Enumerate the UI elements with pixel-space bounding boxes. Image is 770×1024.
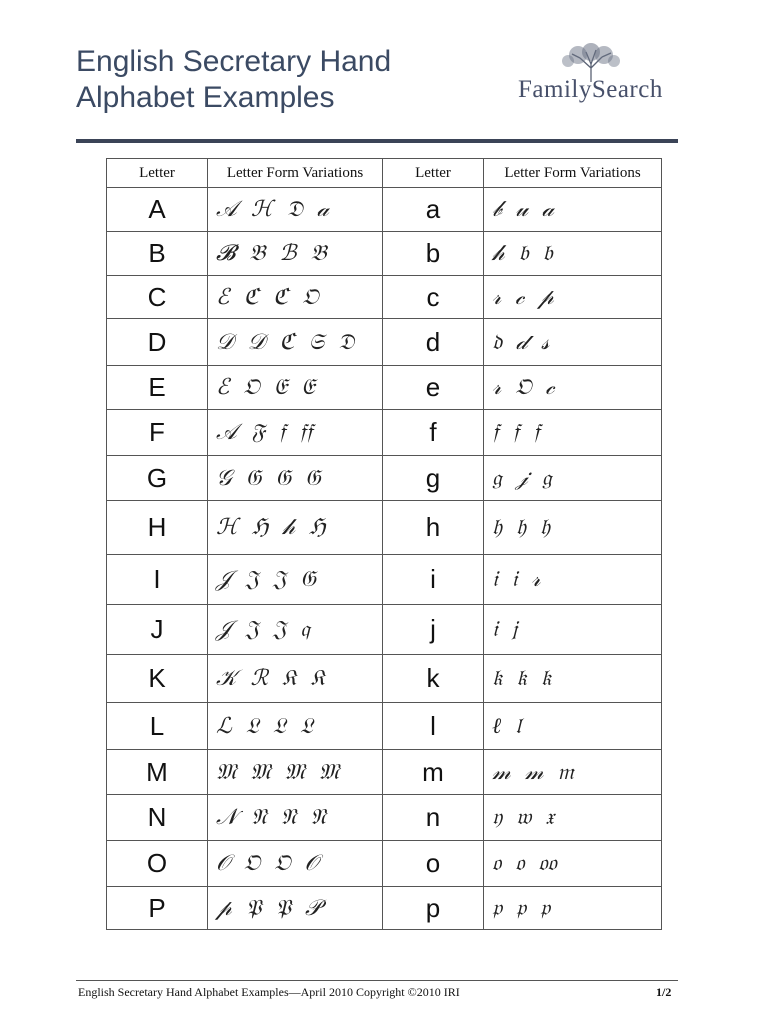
letter-form-variations [208, 501, 383, 555]
table-row [107, 555, 662, 605]
letter-form: 𝔥 [516, 515, 527, 540]
letter-form: 𝔒 [243, 851, 261, 876]
letter-form: 𝓂 [492, 759, 511, 785]
lowercase-letter: b [383, 232, 484, 276]
letter-form: 𝔟 [518, 241, 529, 266]
header-rule [76, 139, 678, 143]
lowercase-letter: o [383, 841, 484, 887]
letter-form: 𝓅 [538, 284, 554, 310]
letter-form: 𝔍 [245, 567, 259, 592]
letter-form: 𝔣 [278, 420, 286, 445]
uppercase-letter: B [107, 232, 208, 276]
letter-form: 𝒩 [216, 805, 238, 830]
letter-form-variations [484, 703, 662, 750]
letter-form-variations [208, 703, 383, 750]
letter-form: ℬ [279, 241, 297, 266]
letter-form: 𝔣 [533, 420, 540, 445]
letter-form: 𝔐 [284, 759, 305, 785]
letter-form: 𝓇 [531, 567, 541, 592]
letter-form: 𝒷 [492, 197, 502, 222]
letter-form: 𝔭 [515, 895, 526, 921]
uppercase-letter: O [107, 841, 208, 887]
letter-form: ℭ [279, 329, 295, 355]
letter-form-variations [208, 319, 383, 366]
letter-form: 𝔑 [280, 805, 297, 830]
letter-form: ℋ [216, 515, 238, 540]
lowercase-letter: c [383, 276, 484, 319]
letter-form-variations [208, 410, 383, 456]
letter-form: ℰ [216, 284, 230, 310]
column-header: Letter Form Variations [208, 159, 383, 188]
letter-form: 𝔖 [308, 329, 325, 355]
uppercase-letter: G [107, 456, 208, 501]
letter-form-variations [208, 456, 383, 501]
table-row [107, 410, 662, 456]
footer-rule [76, 980, 678, 981]
letter-form: 𝒪 [216, 851, 230, 876]
logo-text: FamilySearch [518, 76, 663, 103]
lowercase-letter: d [383, 319, 484, 366]
letter-form: 𝒜 [216, 197, 237, 222]
letter-form: 𝔒 [302, 284, 319, 310]
letter-form: 𝒽 [282, 515, 296, 540]
column-header: Letter [383, 159, 484, 188]
lowercase-letter: p [383, 887, 484, 930]
lowercase-letter: a [383, 188, 484, 232]
letter-form: ℓ [492, 714, 502, 739]
table-row [107, 750, 662, 795]
page-number: 1/2 [656, 985, 672, 999]
letter-form-variations [484, 319, 662, 366]
lowercase-letter: i [383, 555, 484, 605]
letter-form: 𝔬𝔬 [538, 851, 557, 876]
letter-form-variations [484, 655, 662, 703]
letter-form: 𝔒 [515, 375, 532, 400]
letter-form: 𝔥 [540, 515, 551, 540]
table-row [107, 232, 662, 276]
letter-form: 𝔐 [318, 759, 339, 785]
letter-form: 𝔏 [245, 713, 259, 739]
table-row [107, 841, 662, 887]
letter-form: 𝒪 [304, 851, 319, 876]
letter-form: 𝔐 [216, 759, 237, 785]
letter-form: 𝔍 [245, 617, 259, 642]
letter-form: 𝒿 [515, 465, 528, 491]
uppercase-letter: M [107, 750, 208, 795]
lowercase-letter: j [383, 605, 484, 655]
letter-form: 𝔉 [250, 420, 265, 445]
letter-form-variations [208, 232, 383, 276]
letter-form: 𝔵 [545, 805, 555, 830]
letter-form: 𝓈 [541, 329, 550, 355]
letter-form-variations [208, 605, 383, 655]
letter-form: 𝔴 [516, 805, 532, 830]
table-row [107, 276, 662, 319]
letter-form: 𝔶 [492, 805, 503, 830]
letter-form: 𝔑 [310, 805, 327, 830]
letter-form-variations [208, 555, 383, 605]
letter-form-variations [484, 410, 662, 456]
table-body [107, 188, 662, 930]
letter-form: 𝓅 [216, 895, 232, 921]
table-row [107, 655, 662, 703]
letter-form: 𝒹 [516, 329, 528, 355]
title-line-1: English Secretary Hand [76, 45, 392, 78]
letter-form: 𝔊 [304, 465, 321, 491]
letter-form: 𝒜 [216, 420, 237, 445]
table-row [107, 605, 662, 655]
lowercase-letter: l [383, 703, 484, 750]
uppercase-letter: C [107, 276, 208, 319]
familysearch-logo [518, 42, 680, 102]
letter-form-variations [208, 366, 383, 410]
letter-form: 𝒽 [492, 241, 505, 266]
title-line-2: Alphabet Examples [76, 81, 335, 114]
letter-form: 𝔊 [245, 465, 262, 491]
table-header-row [107, 159, 662, 188]
letter-form: 𝒥 [216, 567, 232, 592]
letter-form: 𝔅 [249, 241, 266, 266]
letter-form: 𝔍 [272, 617, 287, 642]
letter-form: 𝔏 [272, 713, 286, 739]
lowercase-letter: h [383, 501, 484, 555]
letter-form-variations [484, 795, 662, 841]
letter-form: 𝓇 [492, 375, 502, 400]
letter-form-variations [208, 750, 383, 795]
letter-form-variations [484, 750, 662, 795]
letter-form: 𝒶 [316, 197, 329, 222]
letter-form: 𝔇 [286, 197, 303, 222]
uppercase-letter: J [107, 605, 208, 655]
letter-form: 𝒢 [216, 465, 232, 491]
letter-form: 𝔣 [492, 420, 499, 445]
column-header: Letter Form Variations [484, 159, 662, 188]
letter-form: ℰ [216, 375, 230, 400]
letter-form: 𝔈 [273, 375, 288, 400]
letter-form: 𝔓 [245, 895, 262, 921]
letter-form-variations [208, 841, 383, 887]
letter-form: 𝔒 [274, 851, 291, 876]
letter-form-variations [484, 276, 662, 319]
letter-form: 𝒟 [247, 329, 266, 355]
letter-form: 𝒦 [216, 666, 237, 691]
letter-form-variations [484, 232, 662, 276]
letter-form: 𝔎 [310, 666, 325, 691]
table-row [107, 366, 662, 410]
letter-form: 𝔑 [251, 805, 267, 830]
uppercase-letter: D [107, 319, 208, 366]
alphabet-table [106, 158, 662, 930]
letter-form: 𝔭 [492, 895, 502, 921]
letter-form: 𝓂 [524, 759, 544, 785]
letter-form: 𝔧 [511, 617, 518, 642]
letter-form-variations [484, 188, 662, 232]
letter-form: 𝒸 [515, 284, 525, 310]
letter-form: 𝒶 [541, 197, 554, 222]
letter-form: 𝔓 [275, 895, 292, 921]
letter-form: 𝔬 [515, 851, 525, 876]
table-row [107, 501, 662, 555]
letter-form-variations [208, 795, 383, 841]
letter-form: 𝔬 [492, 851, 502, 876]
lowercase-letter: n [383, 795, 484, 841]
letter-form: 𝒸 [545, 375, 555, 400]
lowercase-letter: m [383, 750, 484, 795]
page-title [76, 44, 391, 116]
letter-form-variations [484, 887, 662, 930]
letter-form: 𝔦 [492, 567, 498, 592]
letter-form: 𝔭 [539, 895, 550, 921]
table-row [107, 319, 662, 366]
letter-form: 𝔦 [492, 617, 498, 642]
letter-form: ℌ [251, 515, 269, 540]
column-header: Letter [107, 159, 208, 188]
letter-form: 𝔨 [492, 666, 503, 691]
uppercase-letter: F [107, 410, 208, 456]
letter-form-variations [484, 366, 662, 410]
letter-form: 𝒟 [216, 329, 234, 355]
letter-form-variations [208, 887, 383, 930]
uppercase-letter: I [107, 555, 208, 605]
uppercase-letter: P [107, 887, 208, 930]
uppercase-letter: H [107, 501, 208, 555]
uppercase-letter: L [107, 703, 208, 750]
letter-form: ℭ [243, 284, 259, 310]
letter-form-variations [208, 655, 383, 703]
letter-form: 𝔐 [250, 759, 271, 785]
uppercase-letter: A [107, 188, 208, 232]
letter-form: ℛ [250, 666, 269, 691]
uppercase-letter: N [107, 795, 208, 841]
letter-form: 𝔏 [299, 713, 313, 739]
letter-form: 𝓊 [515, 197, 528, 222]
letter-form: 𝔅 [310, 241, 327, 266]
uppercase-letter: E [107, 366, 208, 410]
letter-form-variations [208, 276, 383, 319]
letter-form: 𝔊 [300, 567, 316, 592]
letter-form: 𝔥 [492, 515, 503, 540]
letter-form: 𝔣 [512, 420, 520, 445]
letter-form: 𝔦 [511, 567, 518, 592]
lowercase-letter: g [383, 456, 484, 501]
letter-form: 𝒫 [305, 895, 321, 921]
letter-form: 𝔮 [300, 617, 310, 642]
letter-form: 𝔒 [243, 375, 260, 400]
letter-form-variations [208, 188, 383, 232]
table-row [107, 456, 662, 501]
lowercase-letter: k [383, 655, 484, 703]
letter-form: 𝔤 [492, 465, 502, 491]
letter-form: 𝔍 [272, 567, 287, 592]
letter-form: 𝔩 [515, 714, 521, 739]
letter-form: 𝔪 [557, 759, 574, 785]
table-row [107, 795, 662, 841]
table-row [107, 188, 662, 232]
letter-form-variations [484, 456, 662, 501]
letter-form: 𝔡 [492, 329, 503, 355]
letter-form: 𝓇 [492, 284, 502, 310]
letter-form: 𝒥 [216, 617, 232, 642]
letter-form: 𝔈 [301, 375, 315, 400]
letter-form: 𝔇 [338, 329, 355, 355]
letter-form: 𝔨 [540, 666, 552, 691]
letter-form: ℭ [272, 284, 289, 310]
letter-form: 𝔎 [282, 666, 297, 691]
table-row [107, 887, 662, 930]
letter-form-variations [484, 605, 662, 655]
letter-form-variations [484, 501, 662, 555]
letter-form: ℋ [250, 197, 273, 222]
lowercase-letter: e [383, 366, 484, 410]
letter-form: 𝔤 [541, 465, 552, 491]
letter-form: ℒ [216, 713, 232, 739]
footer-text: English Secretary Hand Alphabet Examples—April 2010 Copyright ©2010 IRI [78, 985, 460, 999]
table-row [107, 703, 662, 750]
letter-form: 𝔟 [542, 241, 553, 266]
letter-form: 𝓑 [216, 241, 236, 266]
letter-form: 𝔣𝔣 [299, 420, 313, 445]
letter-form: ℌ [309, 515, 326, 540]
lowercase-letter: f [383, 410, 484, 456]
letter-form: 𝔊 [275, 465, 291, 491]
uppercase-letter: K [107, 655, 208, 703]
letter-form-variations [484, 555, 662, 605]
letter-form: 𝔨 [516, 666, 527, 691]
letter-form-variations [484, 841, 662, 887]
